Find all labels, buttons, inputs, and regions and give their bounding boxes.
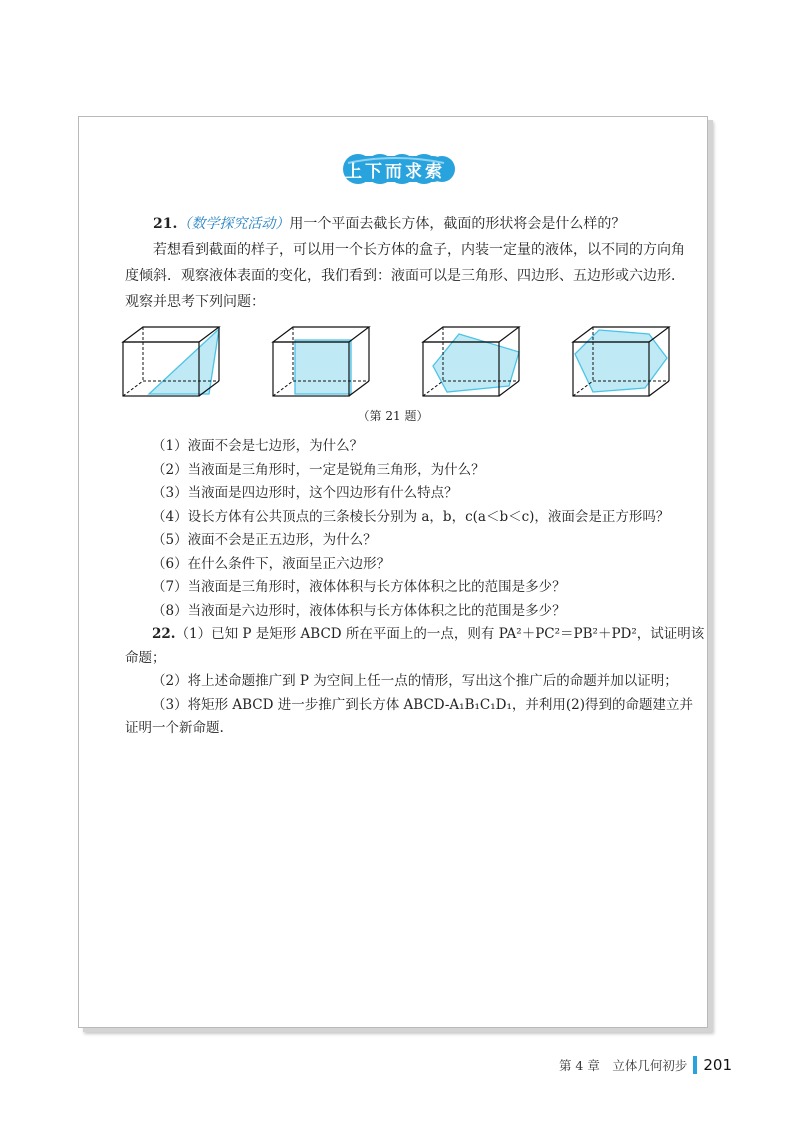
problem-22-q1 bbox=[125, 623, 705, 670]
question-item: （6）在什么条件下，液面呈正六边形？ bbox=[152, 555, 391, 572]
figure-quadrilateral-section bbox=[273, 327, 369, 396]
problem-number: 21. bbox=[153, 216, 178, 232]
problem-22-q2: （2）将上述命题推广到 P 为空间上任一点的情形，写出这个推广后的命题并加以证明； bbox=[152, 673, 678, 689]
problem-22-q1-text: （1）已知 P 是矩形 ABCD 所在平面上的一点，则有 PA²＋PC²＝PB²＋PD²，试证明该命题； bbox=[125, 626, 705, 666]
question-item: （5）液面不会是正五边形，为什么？ bbox=[152, 532, 377, 548]
question-item: （8）当液面是六边形时，液体体积与长方体体积之比的范围是多少？ bbox=[152, 602, 566, 619]
problem-lead: 用一个平面去截长方体，截面的形状将会是什么样的？ bbox=[289, 216, 626, 232]
page-footer bbox=[559, 1054, 732, 1076]
figure-triangle-section bbox=[123, 327, 219, 396]
problem-paragraph: 若想看到截面的样子，可以用一个长方体的盒子，内装一定量的液体，以不同的方向角度倾斜．观察液体表面的变化，我们看到：液面可以是三角形、四边形、五边形或六边形．观察并思考下列问题： bbox=[125, 242, 685, 310]
problem-22-q3: （3）将矩形 ABCD 进一步推广到长方体 ABCD-A₁B₁C₁D₁，并利用(2)得到的命题建立并证明一个新命题. bbox=[125, 696, 694, 736]
activity-tag: （数学探究活动） bbox=[177, 216, 290, 232]
content-frame bbox=[78, 116, 708, 1028]
question-item: （7）当液面是三角形时，液体体积与长方体体积之比的范围是多少？ bbox=[152, 579, 566, 595]
page-number: 201 bbox=[703, 1056, 732, 1074]
cuboid-figures bbox=[119, 322, 679, 402]
question-item: （1）液面不会是七边形，为什么？ bbox=[152, 438, 364, 454]
question-item: （4）设长方体有公共顶点的三条棱长分别为 a，b，c(a＜b＜c)，液面会是正方形吗？ bbox=[152, 508, 670, 525]
question-item: （2）当液面是三角形时，一定是锐角三角形，为什么？ bbox=[152, 461, 485, 478]
section-title: 上下而求索 bbox=[345, 162, 445, 182]
chapter-label: 第 4 章 立体几何初步 bbox=[558, 1058, 688, 1073]
problem-number: 22. bbox=[152, 626, 176, 642]
problem-21-text bbox=[125, 211, 685, 315]
figure-hexagon-section bbox=[573, 327, 669, 396]
question-item: （3）当液面是四边形时，这个四边形有什么特点？ bbox=[152, 485, 458, 501]
footer-accent-bar bbox=[693, 1056, 697, 1074]
section-title-banner bbox=[79, 151, 707, 185]
figure-caption: （第 21 题） bbox=[357, 409, 429, 423]
question-list bbox=[125, 435, 705, 741]
figure-pentagon-section bbox=[423, 327, 519, 396]
